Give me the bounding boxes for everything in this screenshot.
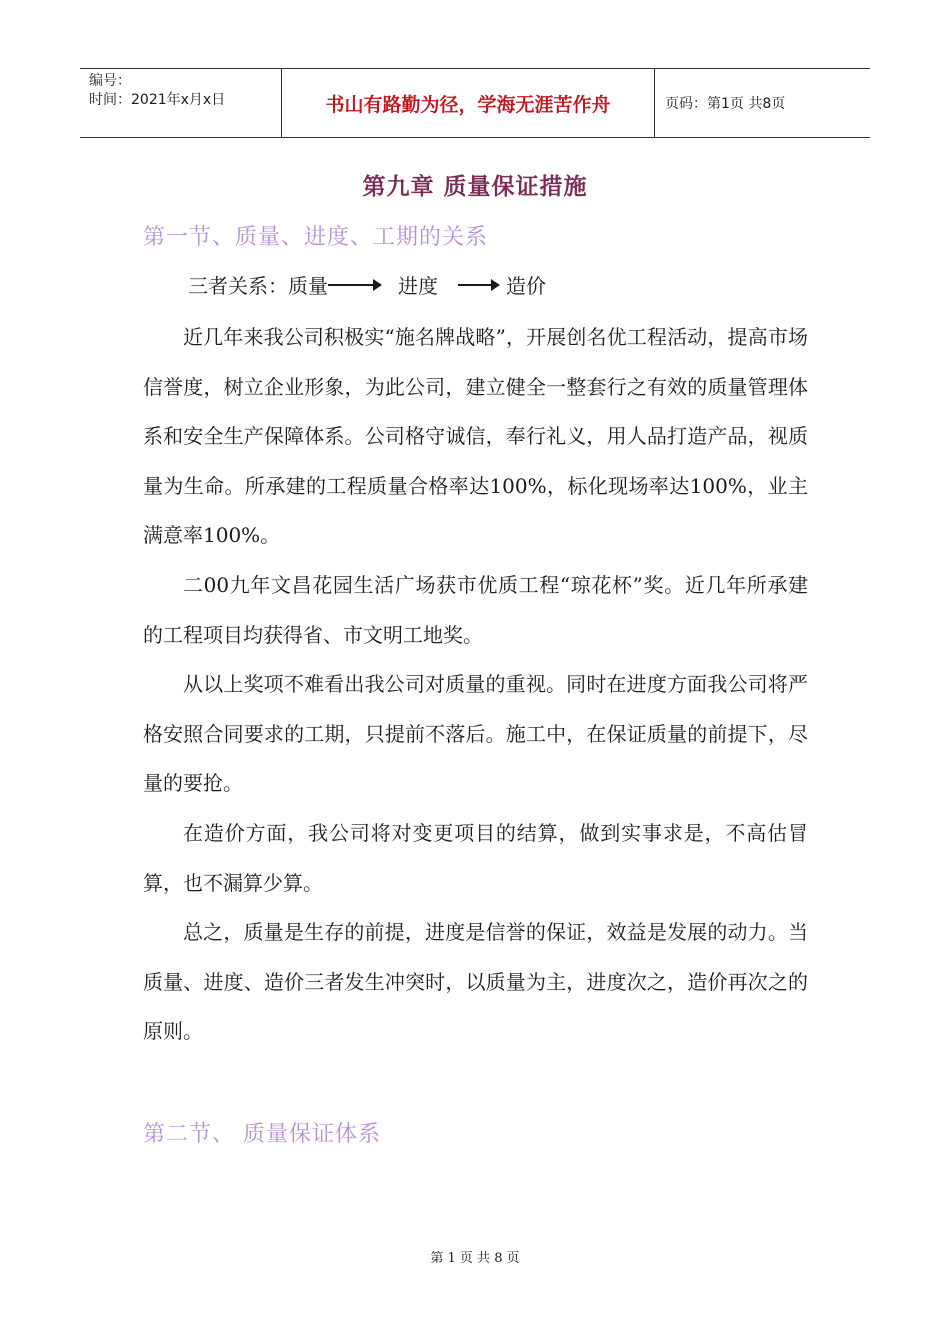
paragraph: 近几年来我公司积极实“施名牌战略”，开展创名优工程活动，提高市场信誉度，树立企业形象，为此公司，建立健全一整套行之有效的质量管理体系和安全生产保障体系。公司格守诚信，奉行礼义，用人品打造产品，视质量为生命。所承建的工程质量合格率达100%，标化现场率达100%，业主满意率100%。	[143, 325, 808, 548]
header-date: 时间：2021年x月x日	[89, 92, 226, 108]
paragraph: 总之，质量是生存的前提，进度是信誉的保证，效益是发展的动力。当质量、进度、造价三者发生冲突时，以质量为主，进度次之，造价再次之的原则。	[143, 920, 808, 1044]
header-number: 编号：	[89, 73, 131, 89]
chapter-title: 第九章 质量保证措施	[362, 174, 588, 200]
page-header-table	[80, 68, 870, 138]
body-text	[143, 313, 808, 1057]
header-motto: 书山有路勤为径，学海无涯苦作舟	[282, 69, 655, 137]
arrow-right-icon	[458, 284, 498, 286]
header-info-cell	[80, 69, 282, 137]
relation-prefix: 三者关系：质量	[188, 274, 328, 298]
paragraph: 在造价方面，我公司将对变更项目的结算，做到实事求是，不高估冒算，也不漏算少算。	[143, 820, 808, 895]
arrow-right-icon	[328, 284, 380, 286]
header-page-number: 页码：第1页 共8页	[665, 96, 786, 112]
paragraph: 从以上奖项不难看出我公司对质量的重视。同时在进度方面我公司将严格安照合同要求的工期，只提前不落后。施工中，在保证质量的前提下，尽量的要抢。	[143, 672, 808, 796]
relation-end: 造价	[506, 274, 546, 298]
relation-mid: 进度	[398, 274, 438, 298]
section-2-title: 第二节、 质量保证体系	[143, 1122, 381, 1147]
paragraph: 二00九年文昌花园生活广场获市优质工程“琼花杯”奖。近几年所承建的工程项目均获得省、市文明工地奖。	[143, 572, 808, 647]
page-footer: 第 1 页 共 8 页	[430, 1251, 520, 1266]
relation-line	[188, 270, 546, 299]
section-1-title: 第一节、质量、进度、工期的关系	[143, 225, 489, 250]
